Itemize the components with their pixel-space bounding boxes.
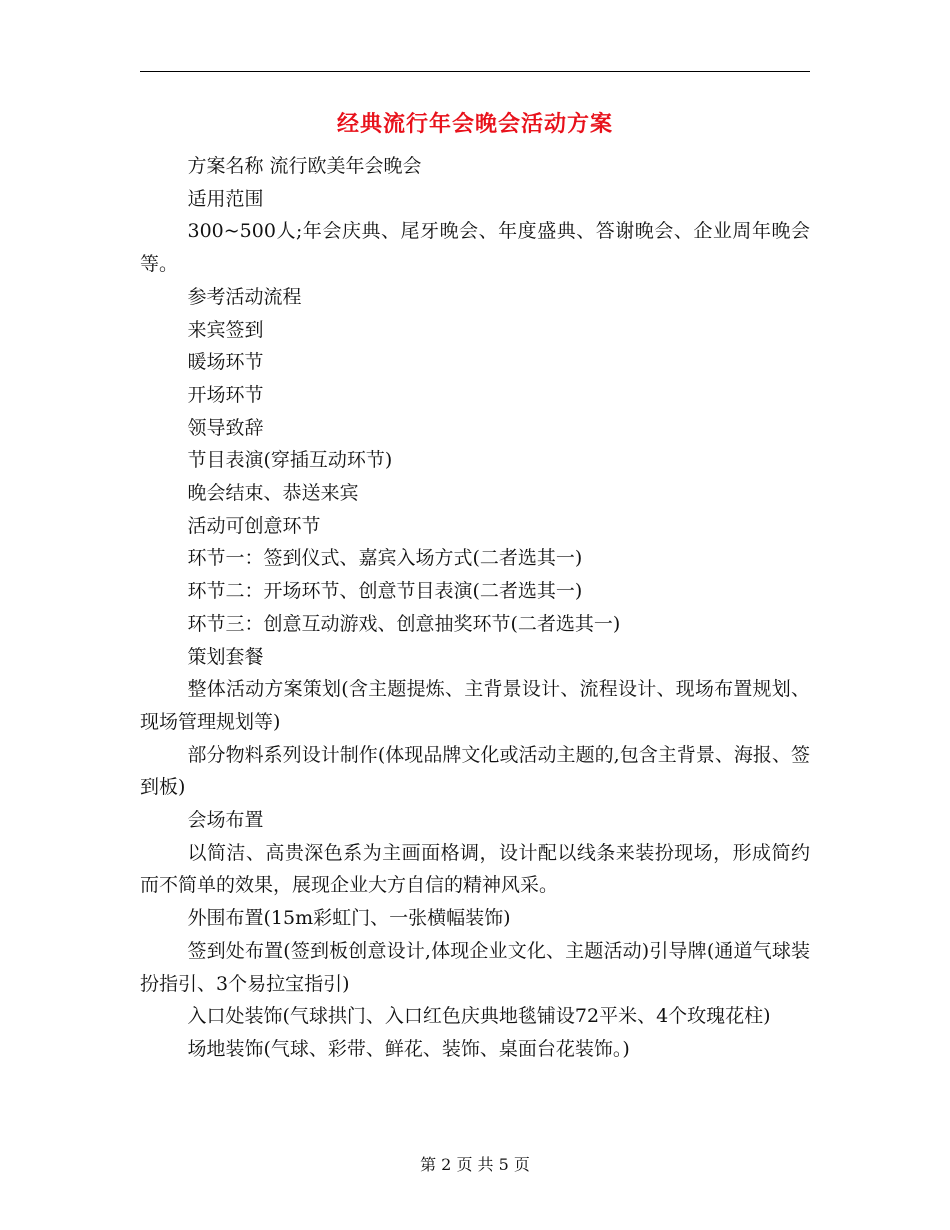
document-body [140, 150, 810, 1066]
paragraph: 开场环节 [187, 383, 264, 406]
paragraph: 整体活动方案策划(含主题提炼、主背景设计、流程设计、现场布置规划、现场管理规划等) [140, 678, 810, 733]
page-number: 第 2 页 共 5 页 [420, 1155, 530, 1174]
paragraph: 晚会结束、恭送来宾 [187, 482, 359, 505]
paragraph: 环节三：创意互动游戏、创意抽奖环节(二者选其一) [187, 612, 621, 635]
paragraph: 适用范围 [187, 187, 264, 210]
header-rule [140, 71, 810, 72]
paragraph: 场地装饰(气球、彩带、鲜花、装饰、桌面台花装饰。) [187, 1037, 630, 1060]
paragraph: 300~500人;年会庆典、尾牙晚会、年度盛典、答谢晚会、企业周年晚会等。 [140, 220, 810, 276]
paragraph: 方案名称 流行欧美年会晚会 [187, 155, 422, 177]
paragraph: 参考活动流程 [187, 285, 302, 308]
paragraph: 会场布置 [187, 809, 264, 832]
paragraph: 环节二：开场环节、创意节目表演(二者选其一) [187, 580, 583, 603]
paragraph: 外围布置(15m彩虹门、一张横幅装饰) [187, 907, 511, 930]
paragraph: 来宾签到 [187, 318, 264, 341]
paragraph: 入口处装饰(气球拱门、入口红色庆典地毯铺设72平米、4个玫瑰花柱) [187, 1005, 771, 1028]
paragraph: 活动可创意环节 [187, 514, 321, 537]
paragraph: 暖场环节 [187, 351, 264, 374]
paragraph: 节目表演(穿插互动环节) [187, 449, 393, 472]
paragraph: 领导致辞 [187, 416, 264, 439]
paragraph: 策划套餐 [187, 645, 264, 668]
document-title: 经典流行年会晚会活动方案 [336, 111, 613, 137]
paragraph: 以简洁、高贵深色系为主画面格调，设计配以线条来装扮现场，形成简约而不简单的效果，展现企业大方自信的精神风采。 [140, 841, 810, 897]
paragraph: 环节一：签到仪式、嘉宾入场方式(二者选其一) [187, 547, 583, 570]
paragraph: 签到处布置(签到板创意设计,体现企业文化、主题活动)引导牌(通道气球装扮指引、3个易拉宝指引) [140, 939, 810, 995]
paragraph: 部分物料系列设计制作(体现品牌文化或活动主题的,包含主背景、海报、签到板) [140, 743, 810, 799]
